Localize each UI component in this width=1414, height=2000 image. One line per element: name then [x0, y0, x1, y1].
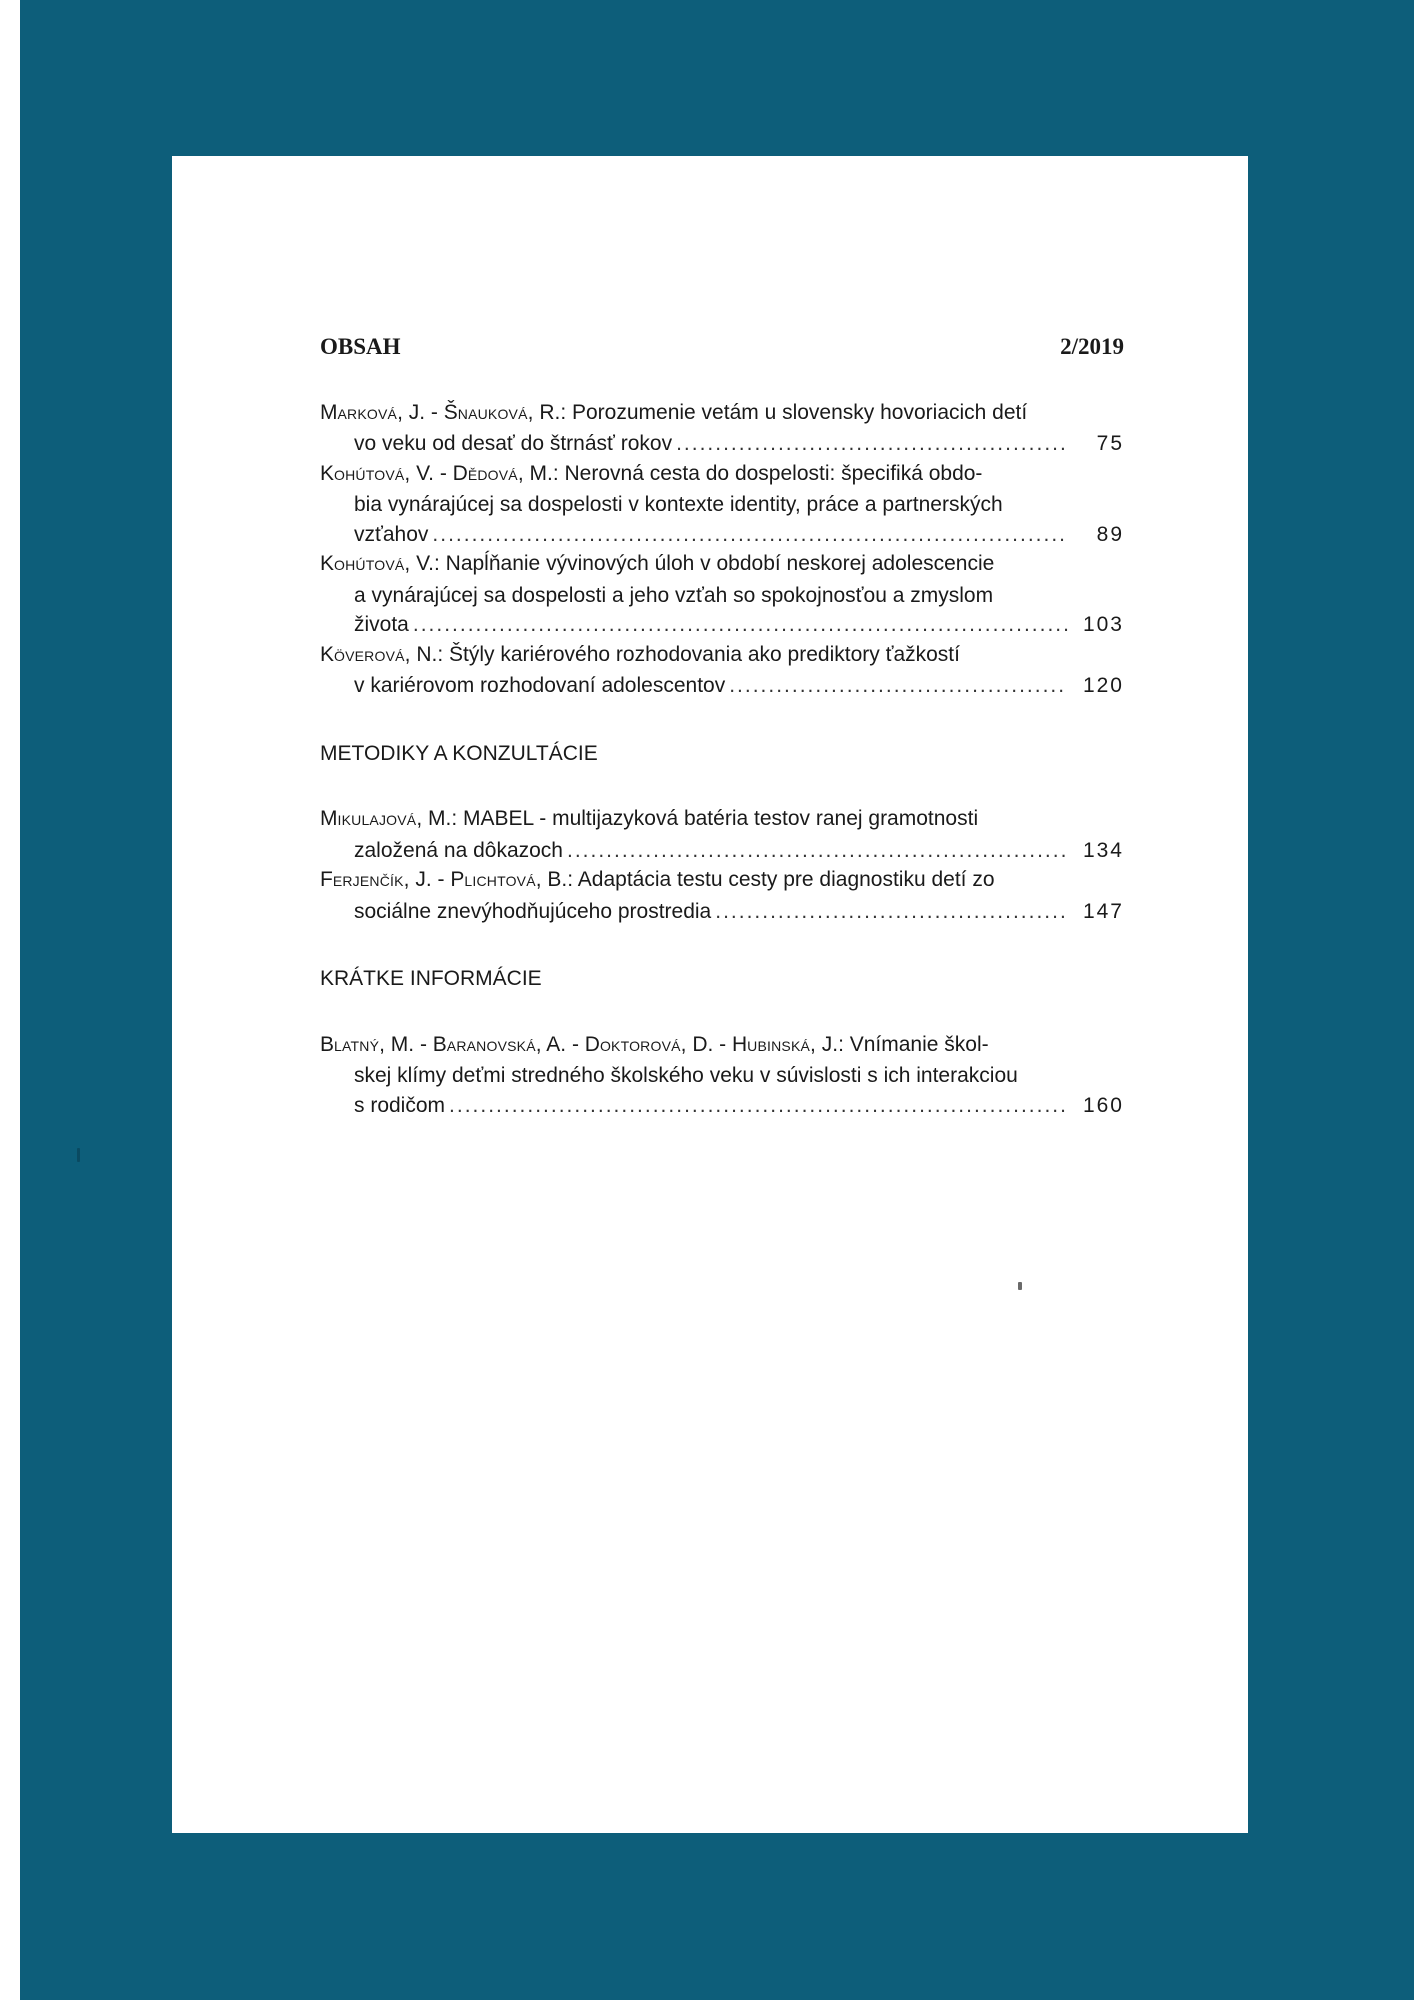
author-surname-initial: D: [452, 461, 468, 485]
dot-leader: [449, 1091, 1068, 1121]
author-initial: M.: [529, 461, 553, 485]
page-number: 103: [1082, 613, 1124, 636]
author-surname-rest: OKTOROVÁ: [599, 1037, 681, 1054]
author-surname-rest: ÖVEROVÁ: [334, 647, 405, 664]
page-number: 134: [1082, 838, 1124, 862]
toc-sections: [320, 398, 1124, 1121]
toc-entry-last-line: [320, 429, 1124, 459]
author-surname-rest: NAUKOVÁ: [457, 405, 528, 422]
entry-title-line: MABEL - multijazyková batéria testov ranej gramotnosti: [463, 807, 979, 830]
author-surname-initial: Š: [443, 400, 458, 424]
toc-entry-line: [320, 804, 1124, 836]
toc-entry-line: [320, 549, 1124, 581]
author-initial: V.: [416, 552, 434, 575]
author-surname-rest: ERJENČÍK: [332, 873, 404, 889]
section-heading: METODIKY A KONZULTÁCIE: [320, 741, 598, 765]
author-surname-initial: H: [732, 1032, 748, 1056]
entry-title-line: Vnímanie škol-: [849, 1032, 989, 1056]
author-surname-initial: B: [320, 1032, 335, 1056]
author-initial: N.: [416, 642, 438, 666]
toc-entry-last-line: [320, 671, 1124, 701]
toc-entry-line: [320, 865, 1124, 897]
author-surname-initial: K: [320, 461, 335, 485]
author-initial: J.: [408, 400, 426, 424]
entry-title-line: v kariérovom rozhodovaní adolescentov: [354, 674, 726, 697]
entry-title-line: Porozumenie vetám u slovensky hovoriacich detí: [571, 400, 1028, 424]
section-heading: KRÁTKE INFORMÁCIE: [320, 967, 542, 990]
author-surname-initial: K: [320, 552, 335, 575]
author-surname-initial: M: [320, 400, 338, 424]
author-surname-initial: M: [320, 807, 338, 830]
toc-entry[interactable]: [320, 804, 1124, 865]
entry-authors: FERJENČÍK, J. - PLICHTOVÁ, B.:: [320, 868, 578, 891]
entry-title-line: Napĺňanie vývinových úloh v období neskorej adolescencie: [445, 552, 995, 575]
toc-entry-last-line: [320, 1091, 1124, 1121]
dot-leader: [432, 520, 1068, 550]
toc-entry-line: [320, 640, 1124, 672]
toc-entry[interactable]: [320, 398, 1124, 459]
entry-authors: MARKOVÁ, J. - ŠNAUKOVÁ, R.:: [320, 400, 572, 424]
author-surname-rest: UBINSKÁ: [747, 1037, 811, 1054]
author-surname-rest: OHÚTOVÁ: [334, 557, 405, 573]
author-initial: R.: [539, 400, 561, 424]
toc-entry-line: [320, 490, 1124, 520]
toc-entry-line: [320, 581, 1124, 611]
author-initial: V.: [416, 461, 434, 485]
author-initial: B.: [547, 868, 568, 891]
toc-entry-line: [320, 1030, 1124, 1062]
entry-authors: KOHÚTOVÁ, V.:: [320, 552, 446, 575]
author-surname-initial: D: [584, 1032, 600, 1056]
page-number: 89: [1096, 522, 1124, 546]
author-surname-rest: ĚDOVÁ: [467, 466, 518, 483]
toc-title: OBSAH: [320, 334, 401, 359]
author-surname-rest: IKULAJOVÁ: [337, 812, 417, 828]
toc-entry-last-line: [320, 897, 1124, 927]
page-number: 120: [1082, 674, 1124, 697]
entry-title-line: s rodičom: [354, 1093, 446, 1117]
entry-authors: KÖVEROVÁ, N.:: [320, 642, 450, 666]
author-surname-rest: ARKOVÁ: [337, 405, 398, 422]
toc-entry[interactable]: [320, 1030, 1124, 1121]
author-initial: D.: [692, 1032, 714, 1056]
toc-entry-line: [320, 1061, 1124, 1091]
author-surname-rest: ARANOVSKÁ: [446, 1037, 536, 1054]
toc-entry[interactable]: [320, 865, 1124, 926]
toc-entry-last-line: [320, 610, 1124, 640]
page-number: 147: [1082, 899, 1124, 923]
dot-leader: [676, 429, 1068, 459]
scan-speck: [1018, 1282, 1022, 1290]
author-surname-initial: K: [320, 642, 335, 666]
contents-page: [172, 156, 1248, 1833]
author-surname-initial: F: [320, 868, 333, 891]
scan-speck: [77, 1148, 80, 1162]
author-initial: A.: [546, 1032, 567, 1056]
author-initial: J.: [415, 868, 432, 891]
dot-leader: [715, 897, 1068, 927]
dot-leader: [729, 671, 1068, 701]
author-surname-initial: B: [432, 1032, 447, 1056]
toc-header: [320, 332, 1124, 362]
author-initial: M.: [428, 807, 452, 830]
author-surname-rest: LICHTOVÁ: [464, 873, 536, 889]
entry-authors: KOHÚTOVÁ, V. - DĚDOVÁ, M.:: [320, 461, 565, 485]
entry-title-line: Nerovná cesta do dospelosti: špecifiká obdo-: [564, 461, 983, 485]
entry-title-line: života: [354, 613, 409, 636]
entry-title-line: skej klímy deťmi stredného školského veku v súvislosti s ich interakciou: [354, 1064, 1018, 1087]
page-number: 75: [1096, 432, 1124, 455]
entry-title-line: Štýly kariérového rozhodovania ako prediktory ťažkostí: [449, 642, 960, 666]
toc-entry-last-line: [320, 520, 1124, 550]
entry-title-line: vzťahov: [354, 522, 429, 546]
entry-title-line: Adaptácia testu cesty pre diagnostiku detí zo: [577, 868, 995, 891]
entry-authors: BLATNÝ, M. - BARANOVSKÁ, A. - DOKTOROVÁ, D. - HUBINSKÁ, J.:: [320, 1032, 850, 1056]
author-surname-rest: LATNÝ: [334, 1037, 380, 1054]
entry-title-line: vo veku od desať do štrnásť rokov: [354, 432, 673, 455]
author-initial: J.: [821, 1032, 839, 1056]
author-surname-initial: P: [450, 868, 465, 891]
issue-number: 2/2019: [1060, 334, 1124, 359]
table-of-contents: [320, 332, 1124, 1120]
author-initial: M.: [390, 1032, 415, 1056]
toc-entry-last-line: [320, 836, 1124, 866]
toc-entry[interactable]: [320, 459, 1124, 550]
toc-entry[interactable]: [320, 640, 1124, 701]
dot-leader: [567, 836, 1068, 866]
toc-entry[interactable]: [320, 549, 1124, 640]
entry-title-line: bia vynárajúcej sa dospelosti v kontexte identity, práce a partnerských: [354, 493, 1003, 516]
entry-title-line: a vynárajúcej sa dospelosti a jeho vzťah so spokojnosťou a zmyslom: [354, 583, 994, 607]
toc-entry-line: [320, 398, 1124, 430]
entry-authors: MIKULAJOVÁ, M.:: [320, 807, 463, 830]
toc-entry-line: [320, 459, 1124, 491]
author-surname-rest: OHÚTOVÁ: [334, 466, 405, 483]
dot-leader: [413, 610, 1068, 640]
entry-title-line: založená na dôkazoch: [354, 838, 563, 862]
entry-title-line: sociálne znevýhodňujúceho prostredia: [354, 899, 712, 923]
page-number: 160: [1082, 1093, 1124, 1117]
